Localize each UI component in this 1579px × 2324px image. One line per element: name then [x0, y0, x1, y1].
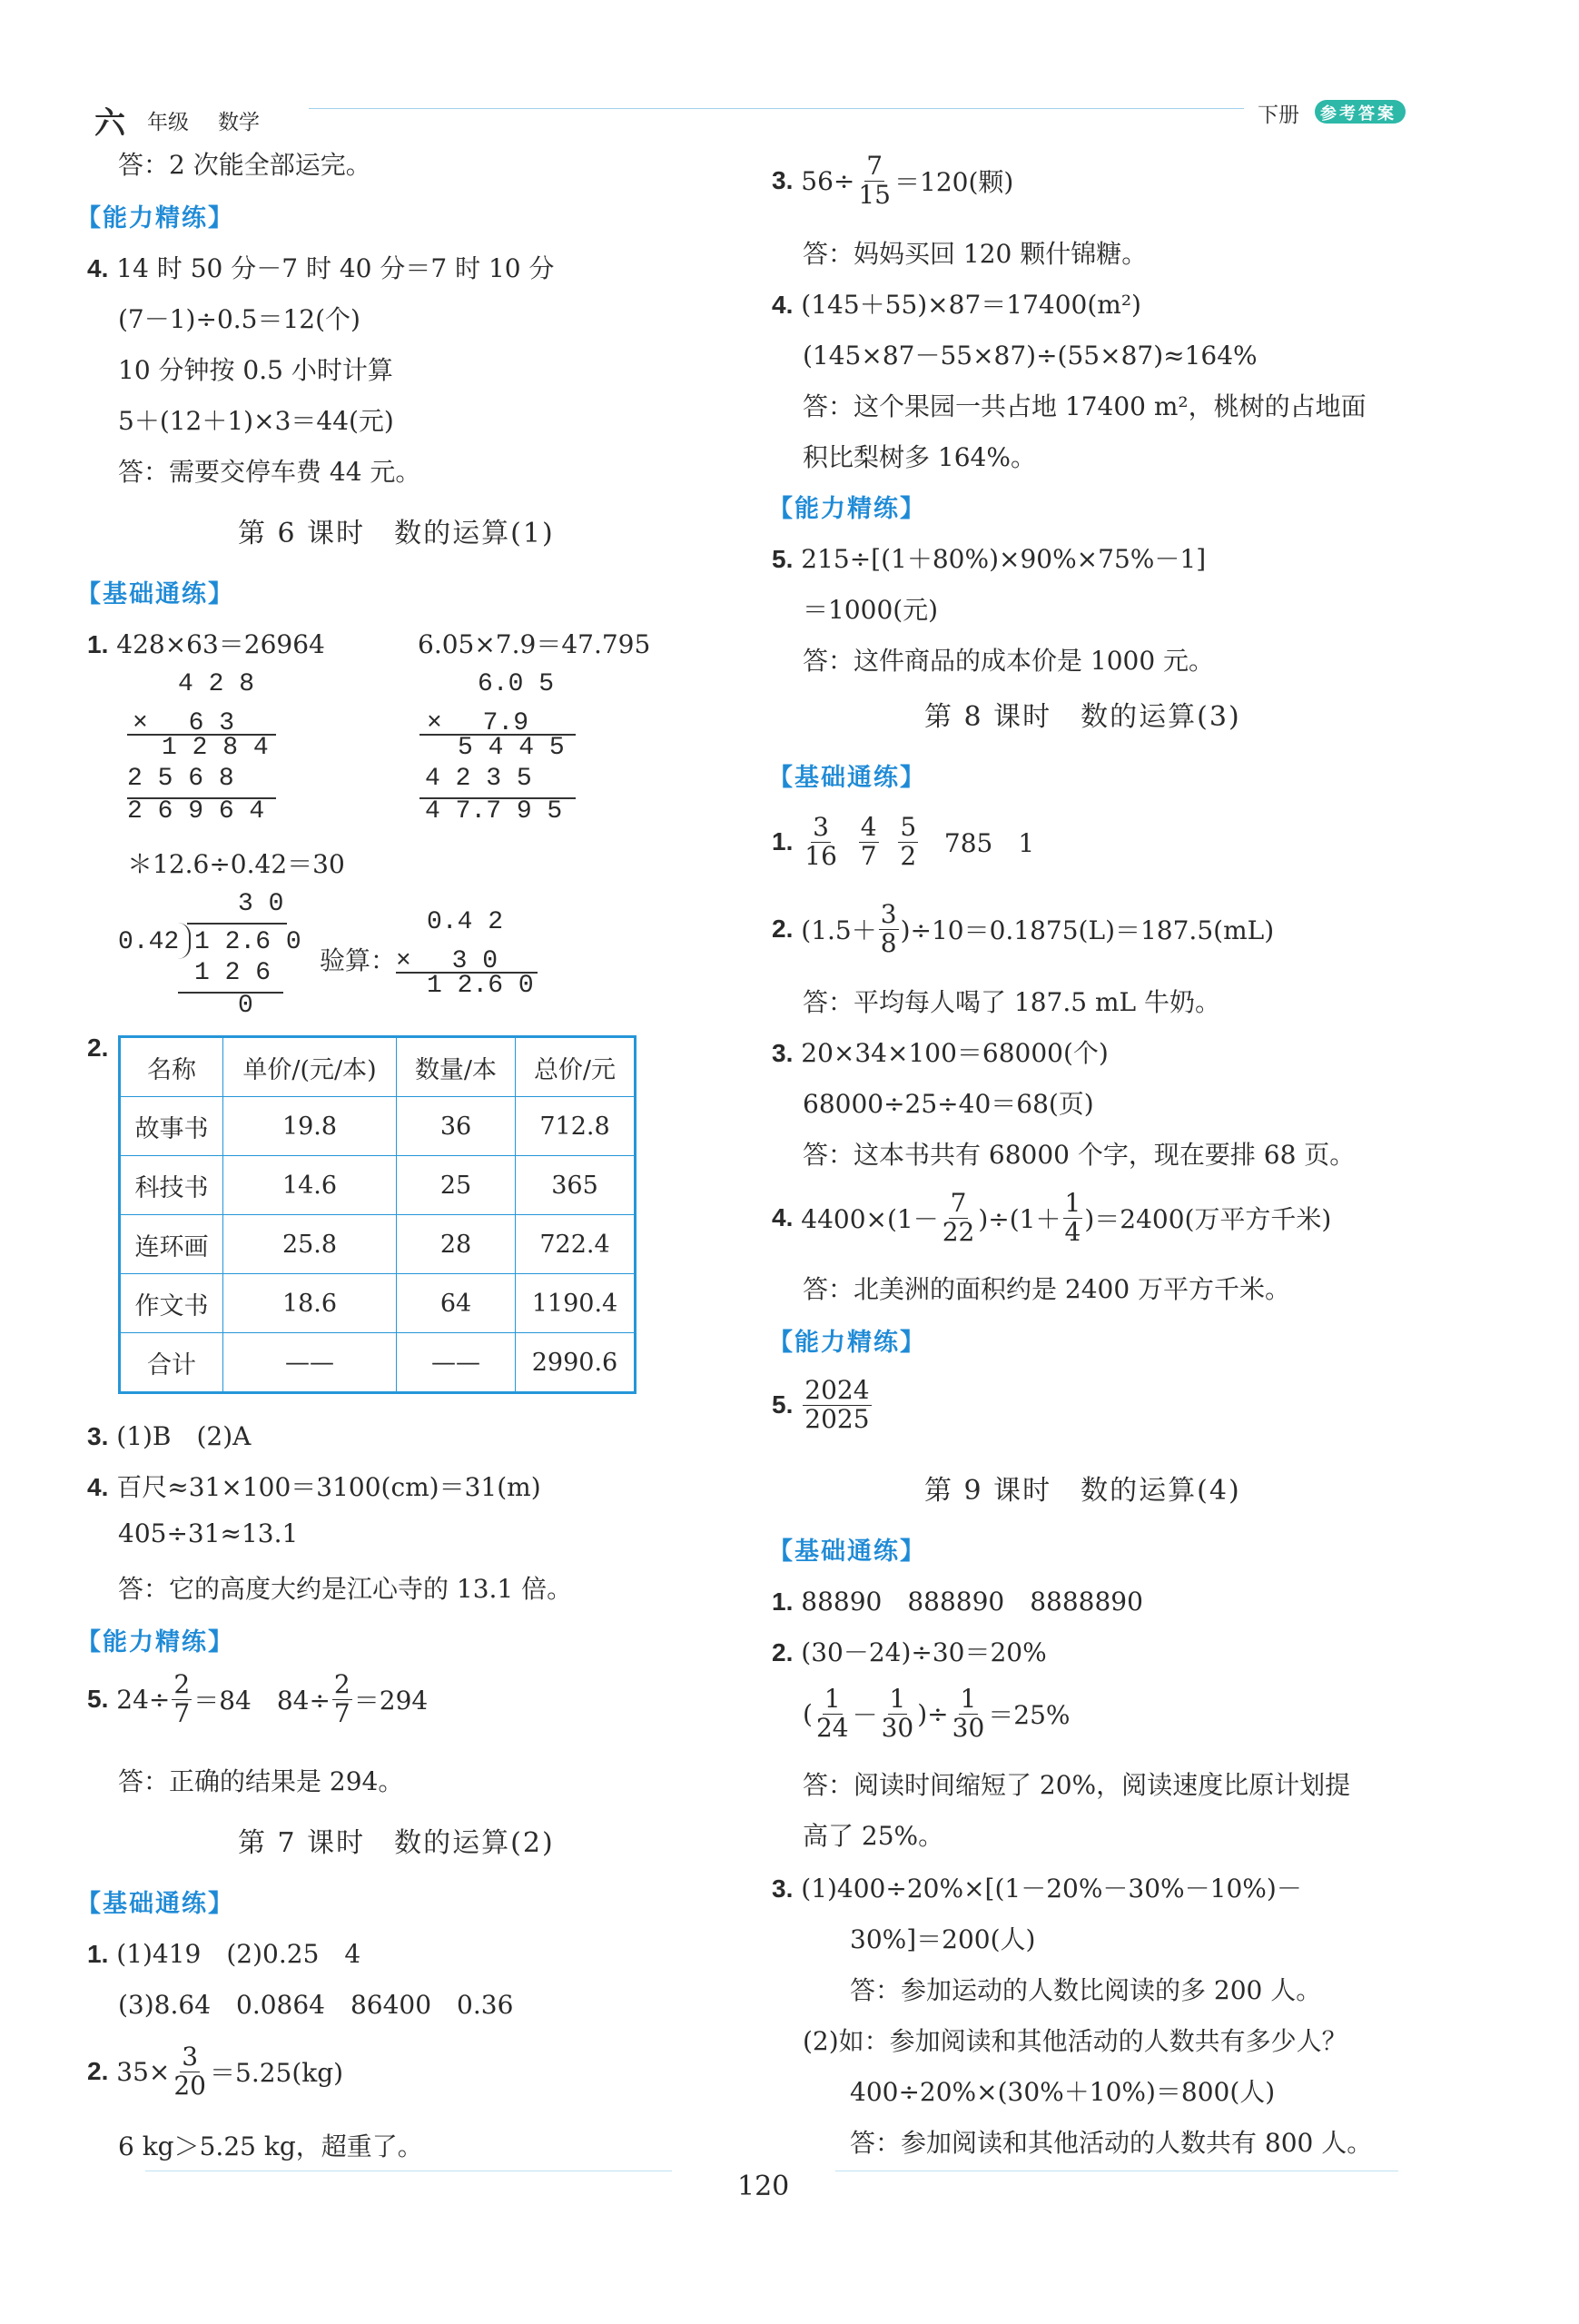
answer-line: 答：需要交停车费 44 元。: [118, 457, 421, 487]
section-tag-basic: 【基础通练】: [76, 1890, 234, 1918]
expr-part: ＝120(颗): [894, 167, 1014, 197]
expr-part: )÷(1＋: [978, 1204, 1061, 1234]
fraction: [859, 811, 879, 871]
solution-line: ＝1000(元): [803, 595, 939, 625]
division-rule: [178, 992, 283, 994]
answer-line: 积比梨树多 164%。: [803, 442, 1036, 472]
check-label: 验算：: [320, 945, 397, 975]
table-cell: 722.4: [516, 1215, 636, 1274]
answer-line: 答：正确的结果是 294。: [118, 1766, 404, 1796]
expr-part: －: [852, 1700, 878, 1730]
question-text: (1)B (2)A: [116, 1421, 252, 1451]
question-4b: [87, 1468, 541, 1504]
solution-line: 405÷31≈13.1: [118, 1518, 299, 1548]
expr-part: 24÷: [116, 1684, 171, 1715]
table-cell: 2990.6: [516, 1333, 636, 1393]
fraction: [332, 1668, 352, 1728]
table-row: [120, 1097, 636, 1156]
table-header-cell: 总价/元: [516, 1037, 636, 1097]
solution-line: (145×87－55×87)÷(55×87)≈164%: [803, 341, 1258, 371]
question-text: (1)419 (2)0.25 4: [116, 1939, 361, 1969]
fraction-numerator: 1: [889, 1683, 906, 1714]
table-cell: 连环画: [120, 1215, 223, 1274]
vertical-calc-row: 4 7.7 9 5: [425, 797, 563, 826]
fraction-denominator: 4: [1064, 1216, 1081, 1247]
long-division-quotient: 3 0: [238, 890, 284, 918]
question-number: 5.: [772, 1390, 794, 1419]
answer-line: 答：它的高度大约是江心寺的 13.1 倍。: [118, 1574, 573, 1604]
question-3r: [772, 147, 1013, 214]
header-rule: [309, 108, 1244, 109]
answer-badge-text: 参考答案: [1320, 104, 1396, 124]
answer-line: 答：平均每人喝了 187.5 mL 牛奶。: [803, 987, 1221, 1017]
solution-line: 30%]＝200(人): [850, 1924, 1036, 1954]
question-2r: [772, 895, 1274, 963]
question-text: (145＋55)×87＝17400(m²): [801, 290, 1141, 320]
question-text: 14 时 50 分－7 时 40 分＝7 时 10 分: [116, 253, 555, 283]
fraction-numerator: 1: [824, 1683, 841, 1714]
question-4r: [772, 285, 1141, 321]
fraction-numerator: 1: [960, 1683, 977, 1714]
table-cell: 14.6: [223, 1156, 397, 1215]
answer-line: 答：这件商品的成本价是 1000 元。: [803, 646, 1215, 676]
expr-part: 35×: [116, 2056, 171, 2087]
fraction: [1063, 1187, 1083, 1247]
solution-line: 68000÷25÷40＝68(页): [803, 1089, 1094, 1119]
fraction-denominator: 15: [858, 179, 891, 210]
long-division-subtrahend: 1 2 6: [194, 959, 271, 987]
table-cell: ——: [223, 1333, 397, 1393]
section-tag-ability: 【能力精练】: [768, 1329, 926, 1357]
fraction-denominator: 7: [333, 1697, 350, 1728]
table-cell: 18.6: [223, 1274, 397, 1333]
solution-line: 10 分钟按 0.5 小时计算: [118, 355, 393, 385]
fraction-numerator: 1: [1064, 1187, 1081, 1218]
expr-part: (1.5＋: [801, 915, 877, 945]
question-number: 2.: [772, 915, 794, 943]
question-number: 3.: [772, 1039, 794, 1067]
price-table-wrap: [118, 1035, 637, 1394]
question-number: 4.: [772, 1203, 794, 1231]
fraction: [898, 811, 918, 871]
table-row: [120, 1156, 636, 1215]
table-cell: 1190.4: [516, 1274, 636, 1333]
lesson-title-6: 第 6 课时 数的运算(1): [238, 518, 555, 549]
page-number: 120: [737, 2171, 790, 2202]
question-3rc: [772, 1869, 1302, 1905]
price-table: [118, 1035, 637, 1394]
expr-part: 4400×(1－: [801, 1204, 939, 1234]
check-calc-row: 1 2.6 0: [427, 972, 534, 1000]
long-division-remainder: 0: [238, 992, 253, 1020]
question-number: 3.: [772, 1874, 794, 1903]
solution-line: 6 kg＞5.25 kg，超重了。: [118, 2131, 423, 2161]
expr-part: )÷10＝0.1875(L)＝187.5(mL): [900, 915, 1275, 945]
question-4rb: [772, 1184, 1331, 1251]
table-cell: 36: [397, 1097, 516, 1156]
starred-question: ＊12.6÷0.42＝30: [127, 849, 345, 879]
question-number: 1.: [772, 827, 794, 855]
fraction-numerator: 4: [860, 811, 877, 842]
fraction-denominator: 7: [860, 840, 877, 871]
fraction-denominator: 2025: [804, 1403, 870, 1434]
answer-line: 答：这个果园一共占地 17400 m²，桃树的占地面: [803, 391, 1367, 421]
question-1r: [772, 808, 1034, 875]
answer-line: 答：妈妈买回 120 颗什锦糖。: [803, 239, 1148, 269]
question-text: 20×34×100＝68000(个): [801, 1038, 1109, 1068]
question-number: 1.: [87, 630, 109, 658]
fraction-numerator: 3: [880, 898, 897, 929]
fraction-denominator: 8: [880, 927, 897, 958]
table-total-row: [120, 1333, 636, 1393]
question-number: 1.: [87, 1940, 109, 1968]
question-number: 3.: [772, 166, 794, 194]
expr-part: ＝84 84÷: [193, 1686, 331, 1716]
table-header-cell: 单价/(元/本): [223, 1037, 397, 1097]
fraction-numerator: 7: [950, 1187, 967, 1218]
vertical-calc-row: × 6 3: [133, 709, 235, 737]
check-calc-row: 0.4 2: [427, 908, 504, 936]
solution-line: (3)8.64 0.0864 86400 0.36: [118, 1990, 514, 2020]
fraction: [879, 898, 899, 958]
table-cell: 故事书: [120, 1097, 223, 1156]
fraction: [951, 1683, 987, 1743]
table-header-row: [120, 1037, 636, 1097]
question-2b: [87, 2038, 343, 2105]
answer-line: 答：参加运动的人数比阅读的多 200 人。: [850, 1975, 1322, 2005]
grade-char: 六: [94, 105, 125, 142]
long-division-dividend: 1 2.6 0: [194, 928, 301, 956]
section-tag-ability: 【能力精练】: [768, 495, 926, 523]
question-5: [87, 1666, 428, 1733]
section-tag-basic: 【基础通练】: [76, 580, 234, 608]
fraction: [803, 1374, 871, 1434]
table-cell: 365: [516, 1156, 636, 1215]
fraction-denominator: 30: [881, 1712, 914, 1743]
fraction: [814, 1683, 851, 1743]
solution-expression: [803, 1680, 1071, 1747]
volume-label: 下册: [1258, 104, 1299, 127]
vertical-calc-row: 6.0 5: [478, 670, 555, 698]
question-1b: [87, 1934, 360, 1971]
fraction-numerator: 2: [333, 1668, 350, 1699]
question-text-b: 6.05×7.9＝47.795: [418, 629, 651, 659]
answer-line: 答：这本书共有 68000 个字，现在要排 68 页。: [803, 1140, 1356, 1170]
answer-line: 答：参加阅读和其他活动的人数共有 800 人。: [850, 2128, 1373, 2158]
division-bar: [187, 923, 287, 925]
fraction-numerator: 7: [866, 150, 883, 181]
answer-line: 答：2 次能全部运完。: [118, 150, 371, 180]
vertical-calc-row: 4 2 8: [178, 670, 255, 698]
fraction-numerator: 2024: [804, 1374, 870, 1405]
fraction: [172, 1668, 192, 1728]
grade-label: 年级: [147, 111, 189, 134]
fraction-numerator: 3: [813, 811, 829, 842]
question-1rc: [772, 1582, 1143, 1618]
table-header-cell: 数量/本: [397, 1037, 516, 1097]
fraction: [856, 150, 893, 210]
subject-label: 数学: [218, 111, 260, 134]
lesson-title-8: 第 8 课时 数的运算(3): [924, 701, 1241, 733]
fraction: [880, 1683, 916, 1743]
answer-line: 高了 25%。: [803, 1821, 944, 1851]
question-5r: [772, 539, 1206, 576]
question-number: 5.: [772, 545, 794, 573]
question-number: 4.: [772, 291, 794, 319]
division-bracket: [178, 923, 191, 959]
table-cell: 25.8: [223, 1215, 397, 1274]
table-cell: 712.8: [516, 1097, 636, 1156]
long-division-divisor: 0.42: [118, 928, 180, 956]
question-text: 428×63＝26964: [116, 629, 325, 659]
fraction-denominator: 7: [173, 1697, 191, 1728]
fraction: [172, 2043, 208, 2101]
question-number: 4.: [87, 254, 109, 282]
vertical-calc-row: 5 4 4 5: [458, 734, 565, 762]
section-tag-basic: 【基础通练】: [768, 764, 926, 792]
answer-line: 答：阅读时间缩短了 20%，阅读速度比原计划提: [803, 1770, 1351, 1800]
section-tag-ability: 【能力精练】: [76, 204, 234, 232]
question-number: 2.: [87, 2057, 109, 2085]
table-row: [120, 1215, 636, 1274]
fraction-numerator: 2: [173, 1668, 191, 1699]
expr-part: ＝5.25(kg): [210, 2058, 344, 2088]
question-number: 5.: [87, 1685, 109, 1713]
fraction-denominator: 2: [900, 840, 917, 871]
answer-line: 答：北美洲的面积约是 2400 万平方千米。: [803, 1274, 1291, 1304]
section-tag-basic: 【基础通练】: [768, 1538, 926, 1566]
table-cell: 19.8: [223, 1097, 397, 1156]
table-header-cell: 名称: [120, 1037, 223, 1097]
expr-part: ＝294: [353, 1686, 429, 1716]
solution-line: 400÷20%×(30%＋10%)＝800(人): [850, 2077, 1276, 2107]
fraction-denominator: 22: [942, 1216, 975, 1247]
fraction-denominator: 16: [804, 840, 837, 871]
question-number: 2.: [772, 1638, 794, 1666]
table-cell: 合计: [120, 1333, 223, 1393]
expr-part: )÷: [917, 1698, 949, 1729]
table-row: [120, 1274, 636, 1333]
expr-part: 785 1: [943, 828, 1035, 858]
question-5rb: [772, 1371, 873, 1439]
table-cell: ——: [397, 1333, 516, 1393]
solution-line: (7－1)÷0.5＝12(个): [118, 304, 360, 334]
question-number: 3.: [87, 1422, 109, 1450]
check-calc-row: × 3 0: [396, 947, 498, 975]
question-number: 4.: [87, 1473, 109, 1501]
expr-part: (: [803, 1698, 813, 1729]
vertical-calc-row: 2 6 9 6 4: [127, 797, 265, 826]
fraction-denominator: 20: [173, 2070, 206, 2101]
table-cell: 25: [397, 1156, 516, 1215]
fraction: [803, 811, 839, 871]
question-2rc: [772, 1633, 1047, 1669]
question-text: (30－24)÷30＝20%: [801, 1637, 1047, 1667]
table-cell: 作文书: [120, 1274, 223, 1333]
sub-question: (2)如：参加阅读和其他活动的人数共有多少人？: [803, 2026, 1347, 2056]
question-text: (1)400÷20%×[(1－20%－30%－10%)－: [801, 1874, 1302, 1904]
vertical-calc-row: 1 2 8 4: [162, 734, 269, 762]
table-cell: 28: [397, 1215, 516, 1274]
lesson-title-7: 第 7 课时 数的运算(2): [238, 1827, 555, 1859]
table-cell: 64: [397, 1274, 516, 1333]
question-4: [87, 249, 555, 285]
question-3: [87, 1417, 251, 1453]
section-tag-ability: 【能力精练】: [76, 1628, 234, 1656]
question-1: [87, 625, 325, 661]
question-text: 88890 888890 8888890: [801, 1587, 1143, 1617]
question-text: 215÷[(1＋80%)×90%×75%－1]: [801, 544, 1207, 574]
vertical-calc-row: × 7.9: [427, 709, 529, 737]
fraction-numerator: 5: [900, 811, 917, 842]
fraction-denominator: 30: [952, 1712, 985, 1743]
question-number: 2.: [87, 1033, 109, 1062]
question-3rb: [772, 1033, 1109, 1070]
question-number: 1.: [772, 1587, 794, 1616]
vertical-calc-row: 4 2 3 5: [425, 765, 532, 793]
table-cell: 科技书: [120, 1156, 223, 1215]
fraction-denominator: 24: [815, 1712, 849, 1743]
expr-part: )＝2400(万平方千米): [1084, 1204, 1332, 1234]
fraction: [941, 1187, 977, 1247]
lesson-title-9: 第 9 课时 数的运算(4): [924, 1475, 1241, 1507]
expr-part: ＝25%: [988, 1700, 1071, 1730]
expr-part: 56÷: [801, 165, 855, 196]
fraction-numerator: 3: [182, 2041, 199, 2072]
solution-line: 5＋(12＋1)×3＝44(元): [118, 406, 394, 436]
vertical-calc-row: 2 5 6 8: [127, 765, 234, 793]
question-text: 百尺≈31×100＝3100(cm)＝31(m): [116, 1472, 541, 1502]
